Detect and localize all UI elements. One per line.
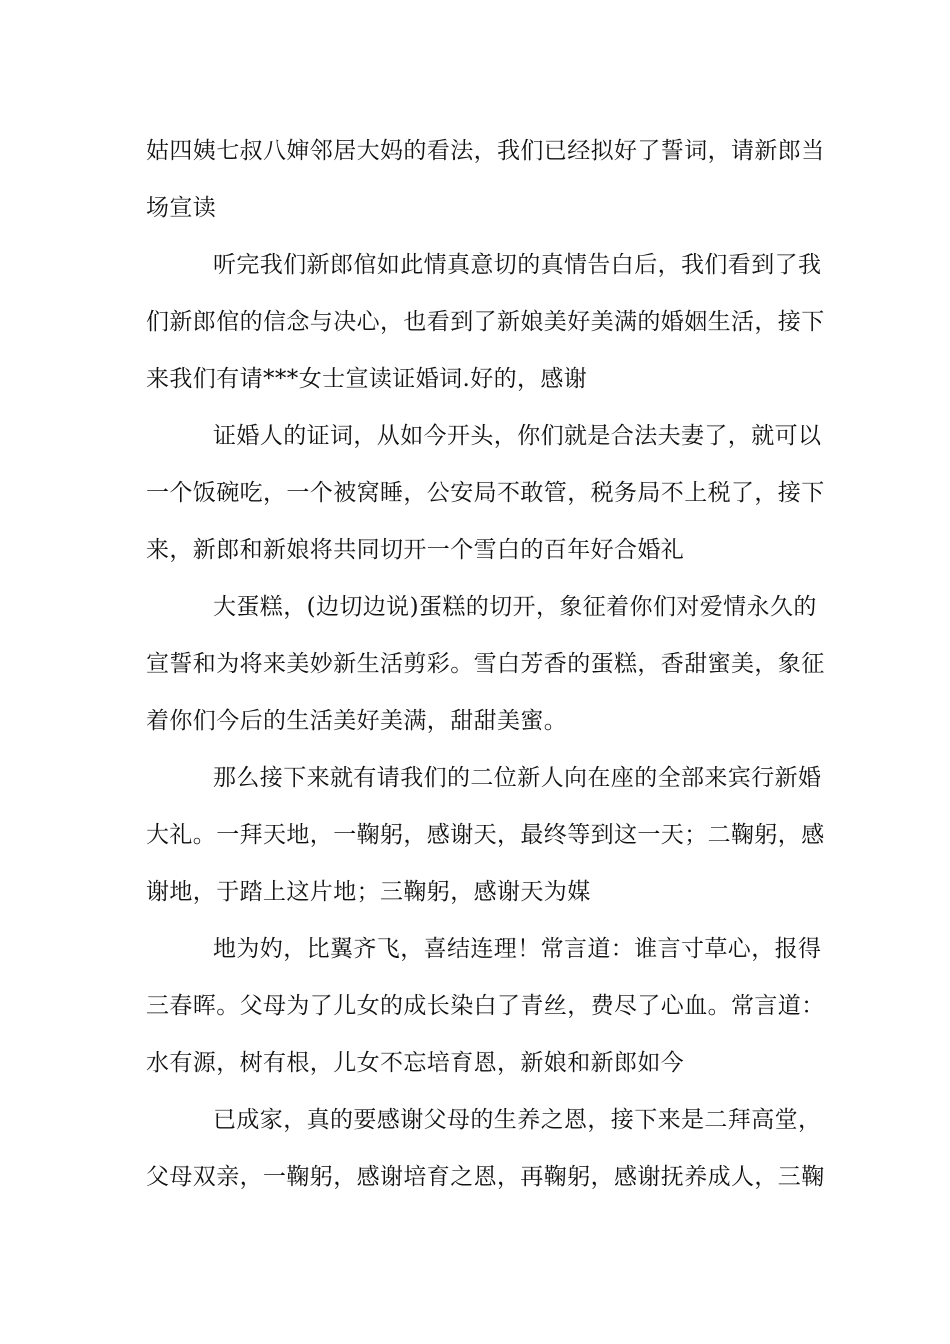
- text-line: 一个饭碗吃，一个被窝睡，公安局不敢管，税务局不上税了，接下: [146, 480, 825, 506]
- text-line: 来我们有请***女士宣读证婚词.好的，感谢: [146, 366, 588, 392]
- paragraph-first-line: 证婚人的证词，从如今开头，你们就是合法夫妻了，就可以: [213, 423, 822, 449]
- paragraph-first-line: 听完我们新郎倌如此情真意切的真情告白后，我们看到了我: [213, 252, 822, 278]
- text-line: 姑四姨七叔八婶邻居大妈的看法，我们已经拟好了誓词，请新郎当: [146, 138, 825, 164]
- text-line: 大礼。一拜天地，一鞠躬，感谢天，最终等到这一天；二鞠躬，感: [146, 822, 825, 848]
- paragraph-first-line: 已成家，真的要感谢父母的生养之恩，接下来是二拜高堂，: [213, 1107, 822, 1133]
- text-line: 水有源，树有根，儿女不忘培育恩，新娘和新郎如今: [146, 1050, 685, 1076]
- paragraph-first-line: 地为妁，比翼齐飞，喜结连理！常言道：谁言寸草心，报得: [213, 936, 822, 962]
- text-line: 着你们今后的生活美好美满，甜甜美蜜。: [146, 708, 568, 734]
- paragraph-first-line: 大蛋糕，(边切边说)蛋糕的切开，象征着你们对爱情永久的: [213, 594, 817, 620]
- text-line: 谢地，于踏上这片地；三鞠躬，感谢天为媒: [146, 879, 591, 905]
- text-line: 来，新郎和新娘将共同切开一个雪白的百年好合婚礼: [146, 537, 685, 563]
- text-line: 们新郎倌的信念与决心，也看到了新娘美好美满的婚姻生活，接下: [146, 309, 825, 335]
- text-line: 父母双亲，一鞠躬，感谢培育之恩，再鞠躬，感谢抚养成人，三鞠: [146, 1164, 825, 1190]
- text-line: 宣誓和为将来美妙新生活剪彩。雪白芳香的蛋糕，香甜蜜美，象征: [146, 651, 825, 677]
- text-line: 场宣读: [146, 195, 217, 221]
- text-line: 三春晖。父母为了儿女的成长染白了青丝，费尽了心血。常言道：: [146, 993, 825, 1019]
- paragraph-first-line: 那么接下来就有请我们的二位新人向在座的全部来宾行新婚: [213, 765, 822, 791]
